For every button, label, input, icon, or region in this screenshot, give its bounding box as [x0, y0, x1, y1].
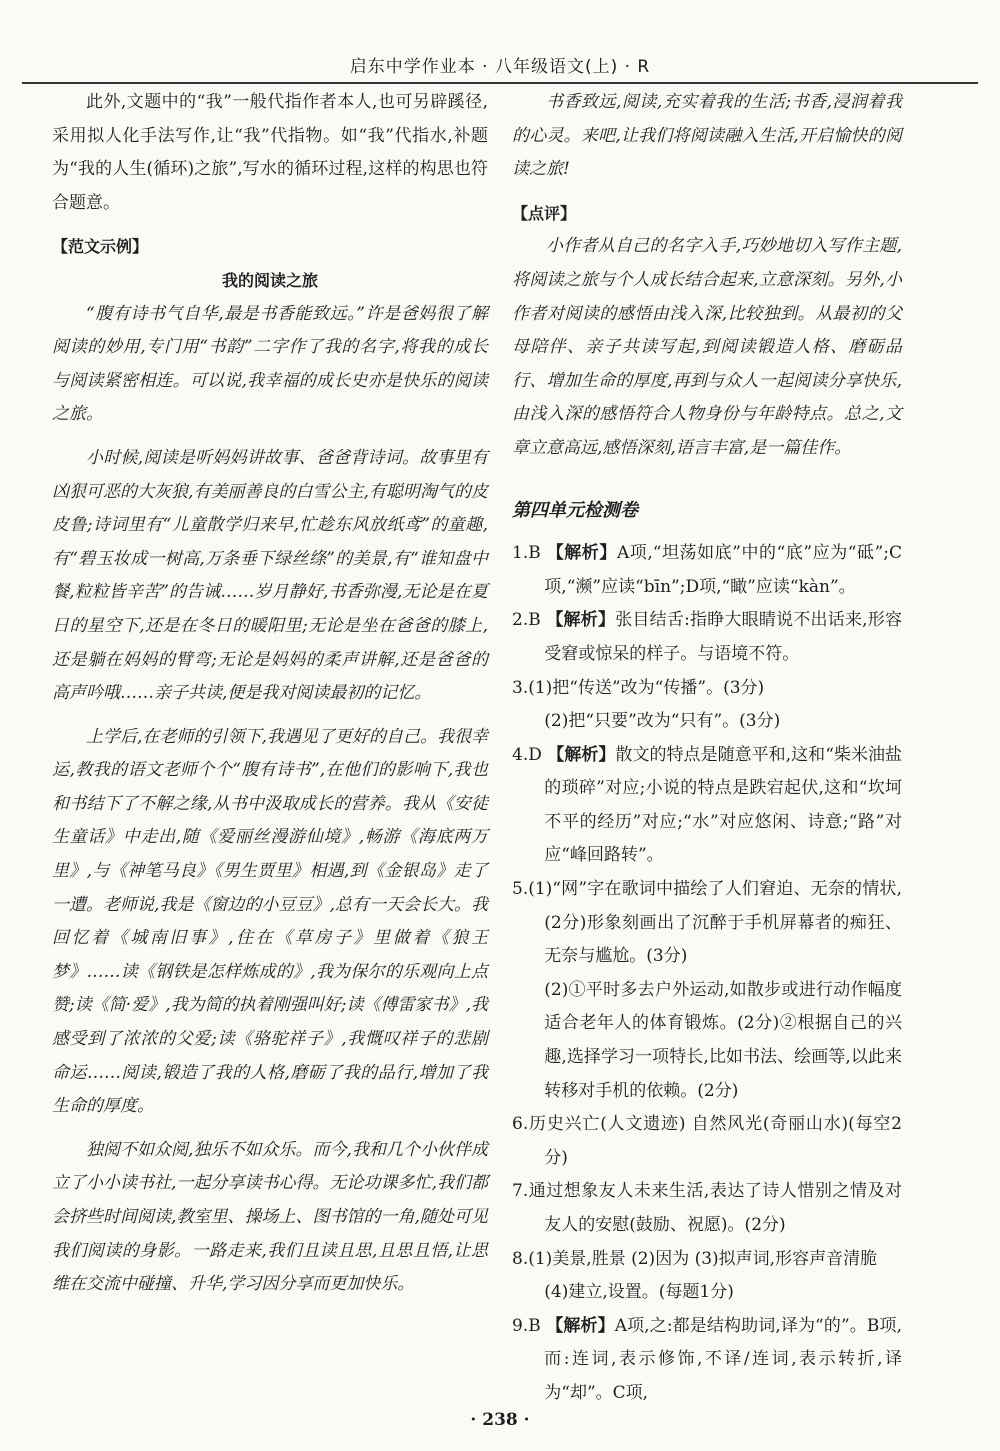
essay-paragraph-5: 书香致远,阅读,充实着我的生活;书香,浸润着我的心灵。来吧,让我们将阅读融入生活,开启愉快的阅读之旅!	[512, 92, 902, 180]
essay-paragraph-2: 小时候,阅读是听妈妈讲故事、爸爸背诗词。故事里有凶狠可恶的大灰狼,有美丽善良的白雪公主,有聪明淘气的皮皮鲁;诗词里有“儿童散学归来早,忙趁东风放纸鸢”的童趣,有“碧玉妆成一树高,万条垂下绿丝绦”的美景,有“谁知盘中餐,粒粒皆辛苦”的告诫……岁月静好,书香弥漫,无论是在夏日的星空下,还是在冬日的暖阳里;无论是坐在爸爸的膝上,还是躺在妈妈的臂弯;无论是妈妈的柔声讲解,还是爸爸的高声吟哦……亲子共读,便是我对阅读最初的记忆。	[52, 447, 488, 704]
answer-4	[512, 739, 902, 873]
answer-2	[512, 604, 902, 671]
answer-number: 2.B	[512, 610, 541, 631]
page-number: · 238 ·	[470, 1410, 530, 1430]
answer-1	[512, 537, 902, 604]
left-column	[52, 86, 488, 1302]
analysis-tag: 【解析】	[546, 610, 616, 631]
essay-paragraph-1: “腹有诗书气自华,最是书香能致远。”许是爸妈很了解阅读的妙用,专门用“书韵”二字作了我的名字,将我的成长与阅读紧密相连。可以说,我幸福的成长史亦是快乐的阅读之旅。	[52, 303, 488, 425]
answer-8-part-1: 8.(1)美景,胜景 (2)因为 (3)拟声词,形容声音清脆	[512, 1248, 878, 1269]
answer-6: 6.历史兴亡(人文遗迹) 自然风光(奇丽山水)(每空2分)	[512, 1114, 902, 1168]
answer-number: 9.B	[512, 1315, 541, 1336]
answer-9	[512, 1310, 902, 1411]
comment-label: 【点评】	[512, 203, 577, 223]
answer-5-part-1: 5.(1)“网”字在歌词中描绘了人们窘迫、无奈的情状,(2分)形象刻画出了沉醉于手机屏幕者的痴狂、无奈与尴尬。(3分)	[512, 879, 902, 967]
intro-paragraph: 此外,文题中的“我”一般代指作者本人,也可另辟蹊径,采用拟人化手法写作,让“我”代指物。如“我”代指水,补题为“我的人生(循环)之旅”,写水的循环过程,这样的构思也符合题意。	[52, 92, 488, 213]
essay-title: 我的阅读之旅	[221, 270, 318, 290]
page-header	[22, 52, 978, 84]
analysis-tag: 【解析】	[546, 543, 617, 564]
answer-3-part-1: 3.(1)把“传送”改为“传播”。(3分)	[512, 677, 765, 698]
answer-8-part-2: (4)建立,设置。(每题1分)	[544, 1282, 734, 1303]
answer-7: 7.通过想象友人未来生活,表达了诗人惜别之情及对友人的安慰(鼓励、祝愿)。(2分)	[512, 1181, 902, 1235]
analysis-tag: 【解析】	[546, 1315, 615, 1336]
answer-text: 散文的特点是随意平和,这和“柴米油盐的琐碎”对应;小说的特点是跌宕起伏,这和“坎坷不平的经历”对应;“水”对应悠闲、诗意;“路”对应“峰回路转”。	[544, 744, 902, 866]
answer-text: 张目结舌:指睁大眼睛说不出话来,形容受窘或惊呆的样子。与语境不符。	[544, 610, 903, 664]
unit-test-title: 第四单元检测卷	[512, 499, 638, 521]
answer-text: A项,“坦荡如底”中的“底”应为“砥”;C项,“濒”应读“bīn”;D项,“瞰”应读“kàn”。	[544, 543, 903, 597]
analysis-tag: 【解析】	[547, 744, 616, 765]
answer-5-part-2: (2)①平时多去户外运动,如散步或进行动作幅度适合老年人的体育锻炼。(2分)②根据自己的兴趣,选择学习一项特长,比如书法、绘画等,以此来转移对手机的依赖。(2分)	[544, 979, 902, 1101]
example-label: 【范文示例】	[52, 237, 149, 257]
answer-number: 4.D	[512, 744, 542, 765]
header-title: 启东中学作业本 · 八年级语文(上) · R	[349, 57, 651, 77]
essay-paragraph-3: 上学后,在老师的引领下,我遇见了更好的自己。我很幸运,教我的语文老师个个“腹有诗书”,在他们的影响下,我也和书结下了不解之缘,从书中汲取成长的营养。我从《安徒生童话》中走出,随《爱丽丝漫游仙境》,畅游《海底两万里》,与《神笔马良》《男生贾里》相遇,到《金银岛》走了一遭。老师说,我是《窗边的小豆豆》,总有一天会长大。我回忆着《城南旧事》,住在《草房子》里做着《狼王梦》……读《钢铁是怎样炼成的》,我为保尔的乐观向上点赞;读《简·爱》,我为简的执着刚强叫好;读《傅雷家书》,我感受到了浓浓的父爱;读《骆驼祥子》,我慨叹祥子的悲剧命运……阅读,锻造了我的人格,磨砺了我的品行,增加了我生命的厚度。	[52, 726, 488, 1117]
right-column	[512, 86, 902, 1411]
answer-number: 1.B	[512, 543, 541, 564]
comment-text: 小作者从自己的名字入手,巧妙地切入写作主题,将阅读之旅与个人成长结合起来,立意深刻。另外,小作者对阅读的感悟由浅入深,比较独到。从最初的父母陪伴、亲子共读写起,到阅读锻造人格、磨砺品行、增加生命的厚度,再到与众人一起阅读分享快乐,由浅入深的感悟符合人物身份与年龄特点。总之,文章立意高远,感悟深刻,语言丰富,是一篇佳作。	[512, 236, 902, 458]
answer-text: A项,之:都是结构助词,译为“的”。B项,而:连词,表示修饰,不译/连词,表示转折,译为“却”。C项,	[544, 1315, 903, 1403]
answer-3-part-2: (2)把“只要”改为“只有”。(3分)	[544, 711, 781, 732]
essay-paragraph-4: 独阅不如众阅,独乐不如众乐。而今,我和几个小伙伴成立了小小读书社,一起分享读书心得。无论功课多忙,我们都会挤些时间阅读,教室里、操场上、图书馆的一角,随处可见我们阅读的身影。一路走来,我们且读且思,且思且悟,让思维在交流中碰撞、升华,学习因分享而更加快乐。	[52, 1139, 488, 1295]
